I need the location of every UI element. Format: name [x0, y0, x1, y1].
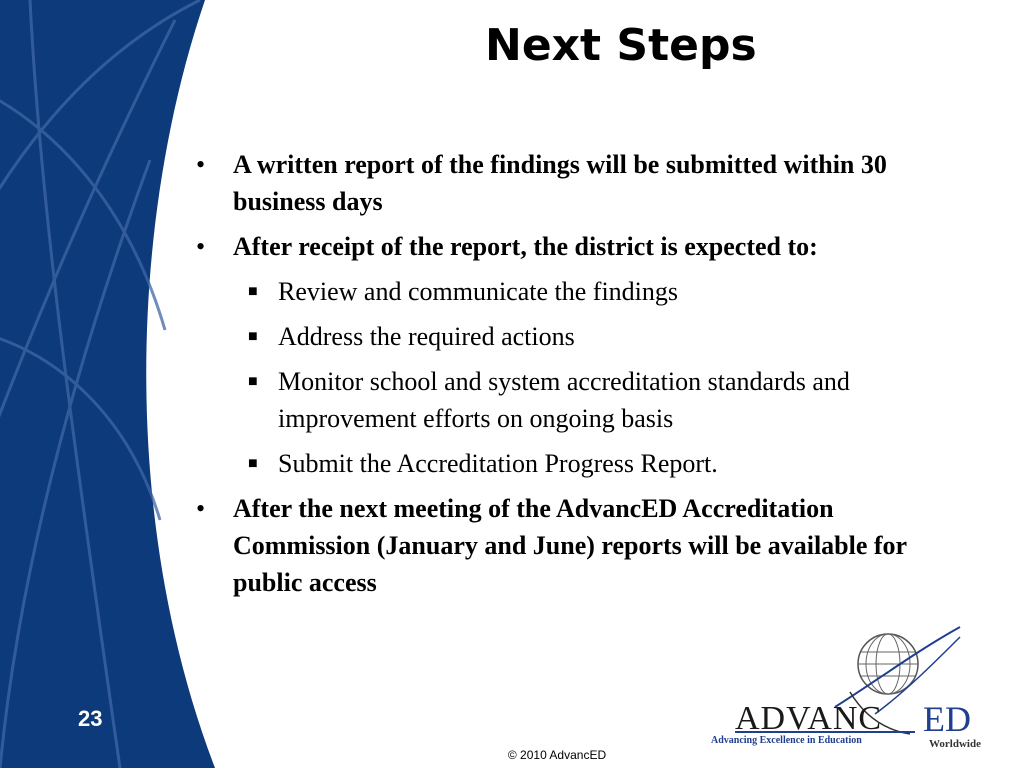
square-bullet-icon: ■ [248, 373, 258, 390]
sub-bullet-item [192, 318, 972, 355]
square-bullet-icon: ■ [248, 283, 258, 300]
bullet-dot: • [196, 232, 206, 261]
logo-wordmark: ADVANC [735, 700, 883, 737]
logo-region: Worldwide [929, 738, 981, 750]
sub-bullet-item [192, 273, 972, 310]
slide-number: 23 [78, 706, 103, 731]
slide-title: Next Steps [485, 20, 757, 71]
bullet-text: After the next meeting of the AdvancED Accreditation Commission (January and June) reports will be available for public access [233, 494, 907, 597]
sub-bullet-item [192, 445, 972, 482]
sub-bullet-text: Review and communicate the findings [278, 277, 679, 306]
square-bullet-icon: ■ [248, 455, 258, 472]
advanced-logo [705, 622, 1010, 757]
sub-bullet-text: Submit the Accreditation Progress Report. [278, 449, 718, 478]
bullet-dot: • [196, 494, 206, 523]
sub-bullet-text: Address the required actions [278, 322, 575, 351]
bullet-dot: • [196, 150, 206, 179]
bullet-item [192, 146, 972, 220]
logo-ed: ED [923, 699, 971, 739]
logo-tagline: Advancing Excellence in Education [711, 735, 862, 746]
bullet-item [192, 490, 972, 601]
copyright-notice: © 2010 AdvancED [507, 748, 607, 762]
sub-bullet-text: Monitor school and system accreditation standards and improvement efforts on ongoing basis [278, 367, 850, 433]
bullet-text: A written report of the findings will be submitted within 30 business days [233, 150, 887, 216]
sub-bullet-item [192, 363, 972, 437]
bullet-list [192, 146, 972, 609]
bullet-text: After receipt of the report, the district is expected to: [233, 232, 818, 261]
bullet-item [192, 228, 972, 265]
square-bullet-icon: ■ [248, 328, 258, 345]
